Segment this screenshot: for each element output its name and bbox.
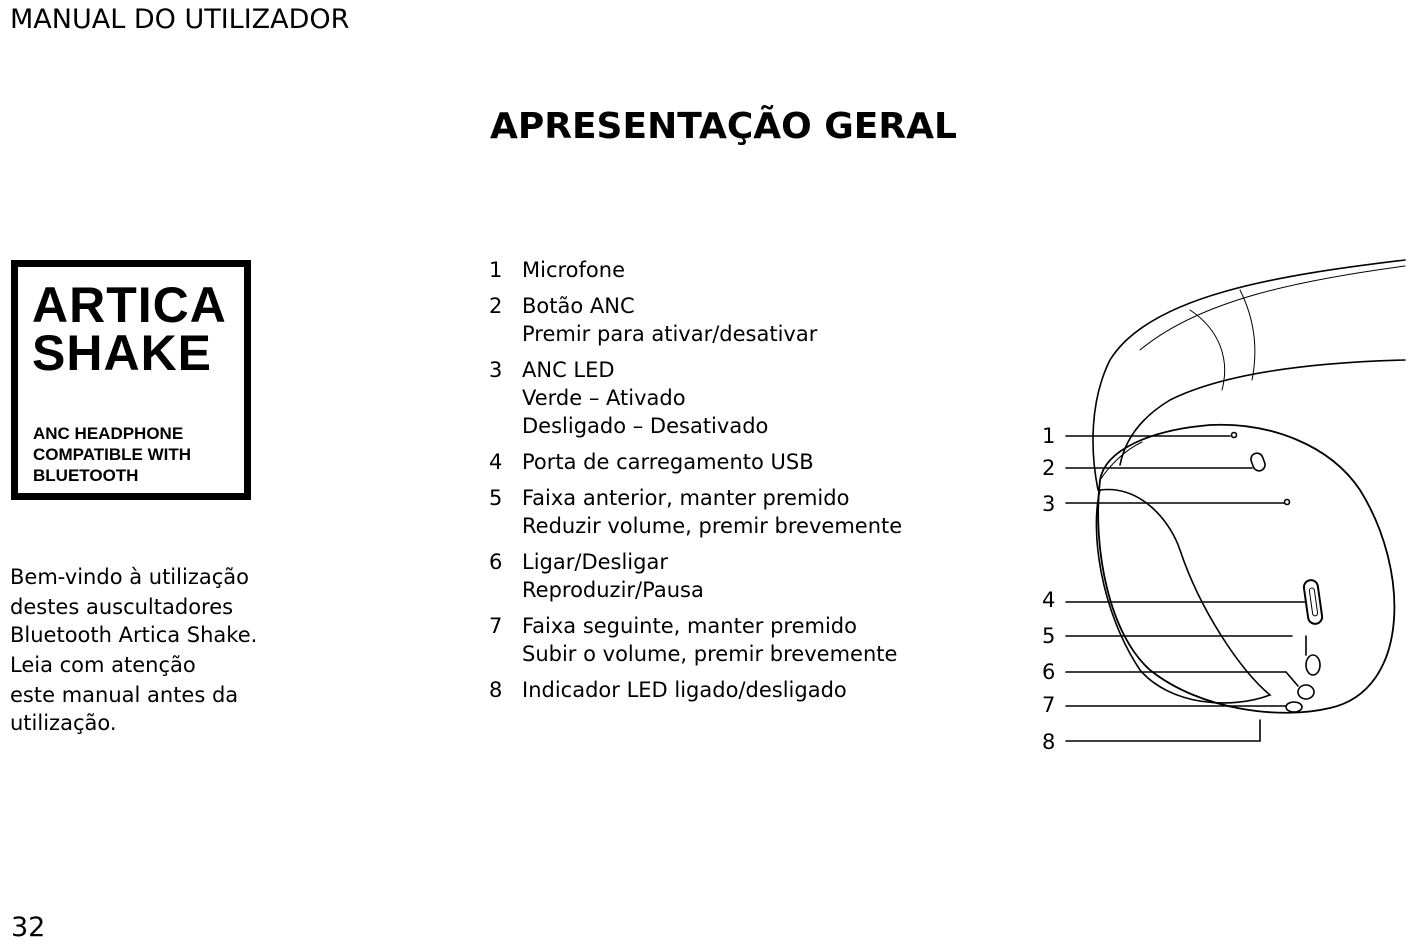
callout-number: 2 bbox=[1042, 456, 1056, 480]
intro-paragraph bbox=[10, 562, 257, 738]
callout-line bbox=[1066, 720, 1260, 741]
feature-text bbox=[522, 356, 768, 440]
earcup-inner-rim bbox=[1180, 550, 1270, 695]
headband-band-line bbox=[1240, 290, 1255, 380]
product-tagline-line: ANC HEADPHONE bbox=[33, 424, 184, 443]
prev-track-button-icon bbox=[1306, 655, 1320, 675]
intro-line: Leia com atenção bbox=[10, 653, 196, 677]
callout-number: 5 bbox=[1042, 624, 1056, 648]
intro-line: destes auscultadores bbox=[10, 595, 234, 619]
feature-text bbox=[522, 548, 704, 604]
product-name-line: ARTICA bbox=[32, 277, 227, 333]
feature-number: 8 bbox=[489, 678, 503, 702]
manual-header: MANUAL DO UTILIZADOR bbox=[10, 4, 350, 35]
feature-text-line: Microfone bbox=[522, 258, 625, 282]
callout-number: 3 bbox=[1042, 492, 1056, 516]
feature-text bbox=[522, 292, 817, 348]
product-name bbox=[32, 277, 227, 381]
feature-text-line: Premir para ativar/desativar bbox=[522, 322, 818, 346]
usb-port-inner bbox=[1309, 588, 1318, 616]
callout-number: 4 bbox=[1042, 588, 1056, 612]
feature-item bbox=[489, 292, 902, 348]
feature-text-line: Reduzir volume, premir brevemente bbox=[522, 514, 903, 538]
product-name-line: SHAKE bbox=[32, 325, 213, 381]
feature-item bbox=[489, 356, 902, 440]
power-button-icon bbox=[1298, 685, 1314, 699]
next-track-button-icon bbox=[1286, 702, 1302, 712]
intro-line: utilização. bbox=[10, 711, 117, 735]
headband-inner bbox=[1120, 360, 1405, 465]
feature-text-line: Subir o volume, premir brevemente bbox=[522, 642, 898, 666]
callout-line bbox=[1286, 672, 1298, 686]
feature-text bbox=[522, 256, 625, 284]
anc-button-icon bbox=[1249, 451, 1266, 472]
feature-item bbox=[489, 448, 902, 476]
feature-item bbox=[489, 484, 902, 540]
page-title: APRESENTAÇÃO GERAL bbox=[490, 106, 957, 147]
feature-number: 2 bbox=[489, 294, 503, 318]
microphone-icon bbox=[1232, 433, 1237, 438]
intro-line: este manual antes da bbox=[10, 683, 239, 707]
callout-number: 7 bbox=[1042, 693, 1056, 717]
feature-text-line: ANC LED bbox=[522, 358, 615, 382]
feature-item bbox=[489, 612, 902, 668]
product-tagline-line: COMPATIBLE WITH bbox=[33, 445, 192, 464]
product-tagline bbox=[33, 423, 191, 486]
headphone-diagram bbox=[1030, 250, 1422, 770]
feature-text-line: Reproduzir/Pausa bbox=[522, 578, 704, 602]
feature-text-line: Botão ANC bbox=[522, 294, 635, 318]
callout-number: 8 bbox=[1042, 730, 1056, 754]
feature-text-line: Indicador LED ligado/desligado bbox=[522, 678, 847, 702]
feature-text-line: Verde – Ativado bbox=[522, 386, 686, 410]
feature-item bbox=[489, 676, 902, 704]
feature-list bbox=[489, 256, 902, 712]
feature-number: 4 bbox=[489, 450, 503, 474]
feature-text bbox=[522, 448, 814, 476]
feature-number: 1 bbox=[489, 258, 503, 282]
callout-number: 1 bbox=[1042, 424, 1056, 448]
headband-band-line bbox=[1190, 310, 1225, 390]
page-number: 32 bbox=[11, 912, 46, 943]
feature-item bbox=[489, 548, 902, 604]
feature-number: 5 bbox=[489, 486, 503, 510]
feature-number: 6 bbox=[489, 550, 503, 574]
feature-text bbox=[522, 484, 902, 540]
feature-text-line: Desligado – Desativado bbox=[522, 414, 769, 438]
product-logo-box bbox=[11, 260, 251, 500]
feature-text bbox=[522, 676, 847, 704]
intro-line: Bluetooth Artica Shake. bbox=[10, 623, 258, 647]
feature-text bbox=[522, 612, 897, 668]
feature-number: 7 bbox=[489, 614, 503, 638]
feature-item bbox=[489, 256, 902, 284]
earcup-cushion bbox=[1096, 490, 1270, 703]
feature-number: 3 bbox=[489, 358, 503, 382]
product-tagline-line: BLUETOOTH bbox=[33, 466, 139, 485]
feature-text-line: Faixa seguinte, manter premido bbox=[522, 614, 857, 638]
feature-text-line: Ligar/Desligar bbox=[522, 550, 668, 574]
callout-number: 6 bbox=[1042, 660, 1056, 684]
feature-text-line: Faixa anterior, manter premido bbox=[522, 486, 850, 510]
anc-led-icon bbox=[1285, 500, 1290, 505]
intro-line: Bem-vindo à utilização bbox=[10, 565, 249, 589]
feature-text-line: Porta de carregamento USB bbox=[522, 450, 814, 474]
